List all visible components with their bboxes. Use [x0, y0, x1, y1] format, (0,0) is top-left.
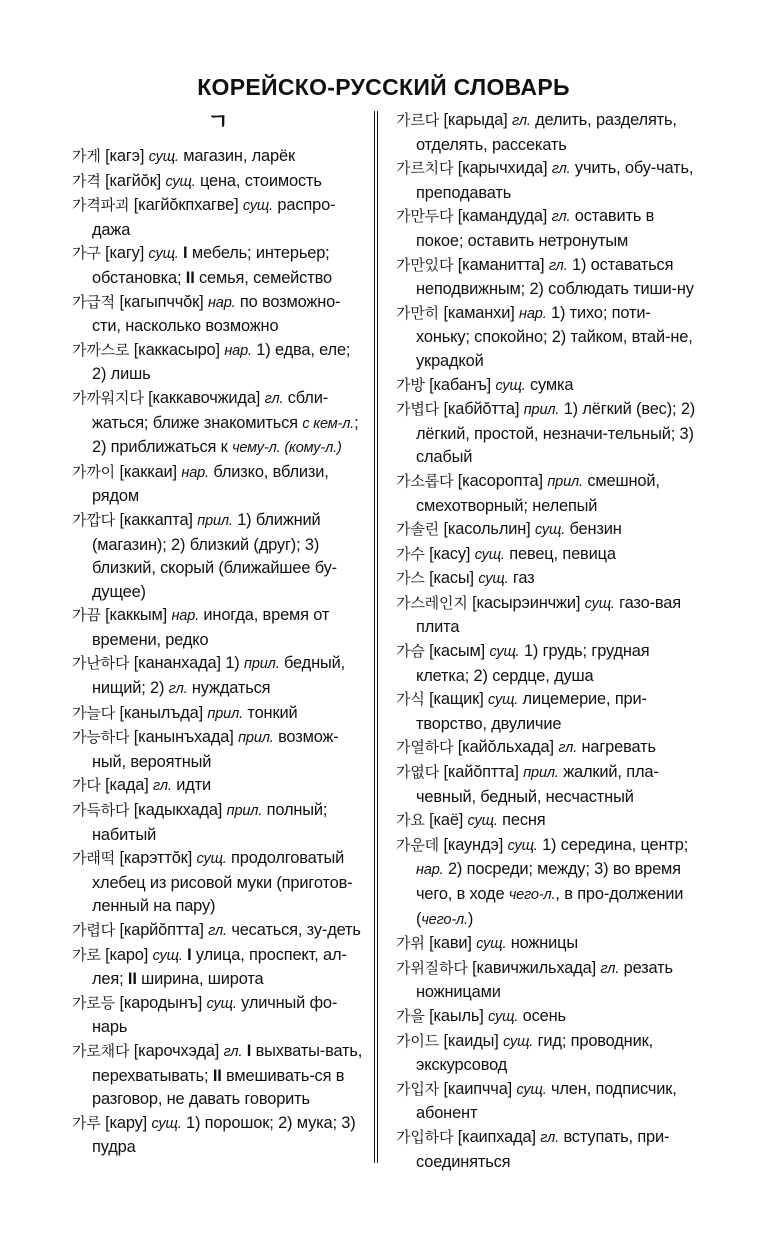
- entry-headword: 가급적: [72, 292, 116, 311]
- entry-definition: 1) оставаться неподвижным; 2) соблюдать тиши-ну: [416, 255, 694, 299]
- entry-grammar: нар.: [181, 464, 209, 481]
- entry-transcription: [каё]: [429, 811, 464, 830]
- dictionary-entry: [396, 1030, 696, 1078]
- entry-definition: 1) ближний (магазин); 2) близкий (друг); 3) близкий, скорый (ближайшее бу-дущее): [92, 510, 337, 601]
- entry-transcription: [кащик]: [429, 690, 484, 709]
- entry-headword: 가격: [72, 171, 101, 190]
- entry-headword: 가수: [396, 544, 425, 563]
- entry-definition: чесаться, зу-деть: [231, 921, 361, 939]
- entry-definition: член, подписчик, абонент: [416, 1079, 677, 1123]
- dictionary-entry: [396, 254, 696, 302]
- entry-transcription: [кадыкхада]: [133, 801, 223, 820]
- entry-headword: 가능하다: [72, 728, 130, 747]
- entry-grammar: чему-л. (кому-л.): [232, 440, 342, 457]
- entry-transcription: [каккасыро]: [133, 340, 220, 359]
- entry-grammar: нар.: [416, 862, 444, 879]
- entry-headword: 가만있다: [396, 255, 454, 274]
- entry-grammar: сущ.: [488, 1008, 519, 1025]
- entry-headword: 가깝다: [72, 510, 116, 529]
- entry-headword: 가슴: [396, 642, 425, 661]
- entry-transcription: [касоропта]: [457, 471, 543, 490]
- dictionary-entry: [396, 932, 696, 957]
- entry-definition: по возможно-сти, насколько возможно: [92, 292, 341, 336]
- entry-definition: газ: [512, 569, 535, 588]
- dictionary-entry: [396, 688, 696, 736]
- entry-headword: 가게: [72, 147, 101, 165]
- entry-transcription: [каро]: [105, 945, 149, 964]
- dictionary-entry: [72, 170, 364, 195]
- entry-definition: песня: [502, 811, 546, 830]
- entry-grammar: сущ.: [467, 813, 498, 830]
- entry-transcription: [карочхэда]: [133, 1041, 220, 1060]
- entry-headword: 가래떡: [72, 849, 116, 868]
- entry-grammar: сущ.: [242, 198, 273, 215]
- dictionary-entry: [396, 398, 696, 470]
- entry-grammar: прил.: [226, 803, 263, 820]
- entry-sense-number: I: [183, 244, 188, 263]
- entry-transcription: [касу]: [429, 544, 471, 563]
- dictionary-entry: [72, 652, 364, 701]
- entry-definition: 1) порошок; 2) мука; 3) пудра: [92, 1113, 356, 1157]
- entry-grammar: сущ.: [148, 149, 179, 165]
- dictionary-entry: [72, 604, 364, 652]
- dictionary-entry: [72, 145, 364, 170]
- entry-text: 1): [225, 654, 240, 673]
- entry-definition: идти: [176, 776, 211, 795]
- entry-headword: 가스레인지: [396, 593, 468, 612]
- entry-headword: 가까워지다: [72, 388, 144, 407]
- entry-headword: 가소롭다: [396, 471, 454, 490]
- entry-headword: 가열하다: [396, 738, 454, 757]
- entry-grammar: гл.: [223, 1043, 243, 1060]
- dictionary-entry: [72, 291, 364, 339]
- entry-definition: оставить в покое; оставить нетронутым: [416, 207, 655, 250]
- entry-headword: 가난하다: [72, 654, 130, 673]
- entry-headword: 가루: [72, 1113, 101, 1132]
- dictionary-entry: [72, 194, 364, 242]
- entry-definition: вмешивать-ся в разговор, не давать говорить: [92, 1066, 345, 1109]
- entry-headword: 가로등: [72, 993, 116, 1012]
- entry-grammar: сущ.: [474, 546, 505, 563]
- entry-definition: мебель; интерьер; обстановка;: [92, 244, 330, 287]
- entry-grammar: гл.: [548, 257, 568, 274]
- entry-definition: певец, певица: [509, 544, 616, 563]
- entry-definition: сумка: [530, 375, 574, 394]
- entry-definition: цена, стоимость: [200, 171, 322, 190]
- entry-grammar: сущ.: [534, 522, 566, 539]
- entry-transcription: [каккавочжида]: [148, 388, 261, 407]
- entry-sense-number: II: [127, 970, 137, 989]
- entry-definition: уличный фо-нарь: [92, 993, 338, 1037]
- dictionary-entry: [396, 543, 696, 568]
- dictionary-entry: [396, 374, 696, 399]
- entry-headword: 가솔린: [396, 520, 440, 539]
- entry-transcription: [канынъхада]: [133, 728, 234, 747]
- entry-grammar: сущ.: [503, 1033, 534, 1050]
- dictionary-entry: [396, 1005, 696, 1030]
- entry-definition: возмож-ный, вероятный: [92, 728, 339, 771]
- entry-sense-number: I: [187, 945, 192, 964]
- entry-transcription: [касырэинчжи]: [472, 593, 581, 612]
- entry-transcription: [карычхида]: [457, 159, 548, 178]
- entry-grammar: сущ.: [507, 837, 538, 854]
- entry-transcription: [каманитта]: [457, 255, 545, 274]
- entry-grammar: сущ.: [495, 377, 526, 394]
- entry-grammar: прил.: [523, 765, 559, 782]
- entry-grammar: сущ.: [489, 644, 520, 661]
- dictionary-entry: [72, 919, 364, 944]
- entry-transcription: [касы]: [429, 569, 474, 588]
- entry-transcription: [кави]: [429, 934, 472, 953]
- entry-transcription: [касольлин]: [443, 520, 531, 539]
- entry-definition: лицемерие, при-творство, двуличие: [416, 690, 647, 733]
- dictionary-entry: [396, 640, 696, 688]
- entry-definition: ; 2) приближаться к: [92, 413, 359, 457]
- dictionary-entry: [72, 1112, 364, 1160]
- entry-definition: 1) грудь; грудная клетка; 2) сердце, душа: [416, 642, 650, 685]
- entry-headword: 가볍다: [396, 400, 440, 419]
- entry-transcription: [кананхада]: [133, 654, 221, 673]
- entry-definition: улица, проспект, ал-лея;: [92, 945, 347, 989]
- dictionary-entry: [72, 847, 364, 919]
- entry-headword: 가구: [72, 244, 101, 263]
- entry-grammar: сущ.: [478, 571, 509, 588]
- entry-transcription: [канылъда]: [119, 703, 204, 722]
- entry-grammar: чего-л.: [421, 911, 468, 928]
- entry-headword: 가까스로: [72, 340, 130, 359]
- section-letter: ㄱ: [207, 110, 229, 135]
- entry-definition: учить, обу-чать, преподавать: [416, 159, 694, 202]
- entry-definition: жалкий, пла-чевный, бедный, несчастный: [416, 763, 659, 806]
- entry-transcription: [каккаи]: [119, 462, 177, 481]
- column-divider: [374, 111, 378, 1163]
- entry-definition: бедный, нищий; 2): [92, 654, 346, 698]
- dictionary-entry: [72, 242, 364, 290]
- entry-grammar: нар.: [171, 608, 199, 625]
- entry-definition: резать ножницами: [416, 958, 673, 1002]
- entry-definition: бензин: [569, 520, 622, 539]
- entry-headword: 가스: [396, 569, 425, 588]
- entry-transcription: [кагыпччŏк]: [119, 292, 204, 311]
- entry-definition: 1) лёгкий (вес); 2) лёгкий, простой, незначи-тельный; 3) слабый: [416, 400, 696, 467]
- entry-grammar: сущ.: [488, 692, 519, 709]
- dictionary-entry: [396, 809, 696, 834]
- entry-grammar: гл.: [558, 740, 578, 757]
- entry-sense-number: II: [185, 268, 195, 287]
- dictionary-entry: [396, 1126, 696, 1174]
- entry-definition: 2) посреди; между; 3) во время чего, в ходе: [416, 860, 681, 903]
- entry-grammar: сущ.: [165, 173, 196, 190]
- entry-grammar: сущ.: [516, 1081, 547, 1098]
- entry-grammar: прил.: [207, 705, 243, 722]
- entry-definition: сбли-жаться; ближе знакомиться: [92, 388, 329, 432]
- entry-grammar: нар.: [519, 305, 547, 322]
- entry-headword: 가을: [396, 1006, 425, 1025]
- entry-definition: распро-дажа: [92, 196, 336, 239]
- entry-transcription: [карэттŏк]: [119, 849, 193, 868]
- entry-transcription: [кародынъ]: [119, 993, 203, 1012]
- entry-headword: 가득하다: [72, 801, 130, 820]
- entry-grammar: сущ.: [152, 947, 183, 964]
- entry-grammar: прил.: [547, 473, 583, 490]
- entry-headword: 가렵다: [72, 921, 116, 939]
- entry-grammar: сущ.: [206, 995, 237, 1012]
- page-title: КОРЕЙСКО-РУССКИЙ СЛОВАРЬ: [197, 74, 570, 100]
- entry-transcription: [каиды]: [443, 1031, 499, 1050]
- entry-definition: 1) едва, еле; 2) лишь: [92, 340, 351, 384]
- entry-transcription: [касым]: [429, 642, 486, 661]
- dictionary-entry: [72, 509, 364, 604]
- entry-headword: 가위질하다: [396, 958, 468, 977]
- entry-transcription: [каипчча]: [443, 1079, 513, 1098]
- right-column: [396, 109, 696, 1174]
- dictionary-entry: [72, 799, 364, 847]
- entry-grammar: с кем-л.: [302, 415, 355, 432]
- dictionary-entry: [72, 944, 364, 992]
- entry-headword: 가다: [72, 776, 101, 795]
- entry-transcription: [каыль]: [429, 1006, 484, 1025]
- entry-definition: нагревать: [581, 738, 656, 757]
- entry-grammar: сущ.: [151, 1115, 182, 1132]
- entry-grammar: сущ.: [196, 851, 227, 868]
- entry-headword: 가끔: [72, 606, 101, 625]
- entry-transcription: [каккапта]: [119, 510, 193, 529]
- entry-definition: магазин, ларёк: [183, 147, 295, 165]
- entry-headword: 가르치다: [396, 159, 454, 178]
- entry-grammar: сущ.: [476, 936, 507, 953]
- dictionary-entry: [396, 157, 696, 205]
- entry-transcription: [кагу]: [105, 244, 145, 263]
- entry-headword: 가입자: [396, 1079, 440, 1098]
- entry-definition: гид; проводник, экскурсовод: [416, 1031, 654, 1075]
- entry-definition: нуждаться: [191, 679, 271, 698]
- entry-headword: 가격파괴: [72, 196, 130, 215]
- entry-grammar: нар.: [224, 342, 252, 359]
- entry-headword: 가엾다: [396, 763, 440, 782]
- entry-headword: 가로: [72, 945, 101, 964]
- entry-transcription: [карйŏптта]: [119, 921, 204, 939]
- dictionary-entry: [396, 302, 696, 374]
- entry-grammar: сущ.: [148, 246, 179, 263]
- entry-sense-number: I: [246, 1041, 252, 1060]
- entry-headword: 가방: [396, 375, 425, 394]
- dictionary-entry: [396, 592, 696, 640]
- entry-headword: 가까이: [72, 462, 116, 481]
- dictionary-entry: [72, 339, 364, 387]
- entry-headword: 가만히: [396, 303, 440, 322]
- entry-definition: близко, вблизи, рядом: [92, 462, 329, 506]
- entry-transcription: [кагйŏк]: [105, 171, 162, 190]
- entry-definition: иногда, время от времени, редко: [92, 606, 330, 649]
- entry-grammar: гл.: [208, 923, 227, 939]
- entry-headword: 가입하다: [396, 1127, 454, 1146]
- entry-headword: 가만두다: [396, 207, 454, 226]
- entry-transcription: [кабанъ]: [429, 375, 492, 394]
- entry-definition: 1) тихо; поти-хоньку; спокойно; 2) тайком, втай-не, украдкой: [416, 303, 693, 370]
- entry-headword: 가요: [396, 811, 425, 830]
- entry-grammar: сущ.: [584, 595, 615, 612]
- entry-definition: полный; набитый: [92, 801, 328, 844]
- entry-grammar: гл.: [511, 113, 531, 129]
- entry-definition: продолговатый хлебец из рисовой муки (приготов-ленный на пару): [92, 849, 353, 916]
- entry-transcription: [кайŏльхада]: [457, 738, 554, 757]
- dictionary-entry: [72, 726, 364, 774]
- entry-transcription: [кабйŏтта]: [443, 400, 520, 419]
- entry-grammar: прил.: [238, 730, 274, 747]
- dictionary-entry: [396, 736, 696, 761]
- entry-headword: 가늘다: [72, 703, 116, 722]
- dictionary-entry: [72, 387, 364, 461]
- dictionary-entry: [72, 461, 364, 509]
- dictionary-entry: [396, 1078, 696, 1126]
- entry-definition: , в про-должении (: [416, 885, 684, 928]
- dictionary-entry: [72, 992, 364, 1040]
- dictionary-entry: [396, 957, 696, 1005]
- entry-definition: выхваты-вать, перехватывать;: [92, 1041, 363, 1085]
- dictionary-entry: [396, 518, 696, 543]
- entry-grammar: гл.: [153, 778, 172, 795]
- entry-grammar: гл.: [600, 960, 620, 977]
- entry-transcription: [кару]: [105, 1113, 148, 1132]
- entry-definition: 1) середина, центр;: [542, 835, 689, 854]
- entry-grammar: прил.: [244, 656, 280, 673]
- entry-headword: 가이드: [396, 1031, 440, 1050]
- entry-definition: вступать, при-соединяться: [416, 1127, 670, 1171]
- dictionary-entry: [396, 109, 696, 157]
- entry-grammar: чего-л.: [508, 887, 556, 903]
- entry-grammar: гл.: [168, 681, 188, 698]
- entry-grammar: гл.: [551, 209, 571, 226]
- entry-definition: ножницы: [510, 934, 579, 953]
- entry-transcription: [каккым]: [105, 606, 168, 625]
- entry-grammar: нар.: [207, 294, 236, 311]
- entry-definition: газо-вая плита: [416, 593, 681, 637]
- entry-transcription: [каипхада]: [457, 1127, 536, 1146]
- entry-grammar: гл.: [551, 161, 571, 178]
- entry-transcription: [кагйŏкпхагве]: [133, 196, 239, 215]
- entry-definition: ширина, широта: [141, 970, 264, 989]
- entry-grammar: прил.: [523, 402, 560, 419]
- entry-definition: смешной, смехотворный; нелепый: [416, 471, 660, 515]
- entry-transcription: [каманхи]: [443, 303, 515, 322]
- entry-definition: делить, разделять, отделять, рассекать: [416, 111, 677, 154]
- dictionary-entry: [396, 470, 696, 518]
- entry-transcription: [кайŏптта]: [443, 763, 519, 782]
- entry-transcription: [кавичжильхада]: [472, 958, 597, 977]
- entry-transcription: [када]: [105, 776, 149, 795]
- dictionary-entry: [396, 205, 696, 253]
- dictionary-entry: [396, 567, 696, 592]
- entry-transcription: [камандуда]: [457, 207, 548, 226]
- dictionary-entry: [396, 834, 696, 932]
- dictionary-entry: [72, 1040, 364, 1112]
- entry-headword: 가로채다: [72, 1041, 130, 1060]
- entry-grammar: гл.: [264, 390, 284, 407]
- entry-grammar: гл.: [540, 1129, 560, 1146]
- entry-headword: 가르다: [396, 111, 440, 129]
- entry-definition: ): [467, 909, 474, 928]
- entry-transcription: [каундэ]: [443, 835, 504, 854]
- entry-headword: 가위: [396, 934, 425, 953]
- entry-definition: семья, семейство: [199, 268, 332, 287]
- entry-transcription: [карыда]: [443, 111, 508, 129]
- dictionary-entry: [396, 761, 696, 809]
- entry-sense-number: II: [212, 1066, 222, 1085]
- dictionary-entry: [72, 702, 364, 727]
- dictionary-entry: [72, 774, 364, 799]
- entry-definition: осень: [522, 1006, 566, 1025]
- entry-transcription: [кагэ]: [105, 147, 145, 165]
- entry-headword: 가식: [396, 690, 425, 709]
- left-column: [72, 145, 364, 1160]
- entry-headword: 가운데: [396, 835, 440, 854]
- entry-definition: тонкий: [247, 703, 298, 722]
- entry-grammar: прил.: [197, 512, 233, 529]
